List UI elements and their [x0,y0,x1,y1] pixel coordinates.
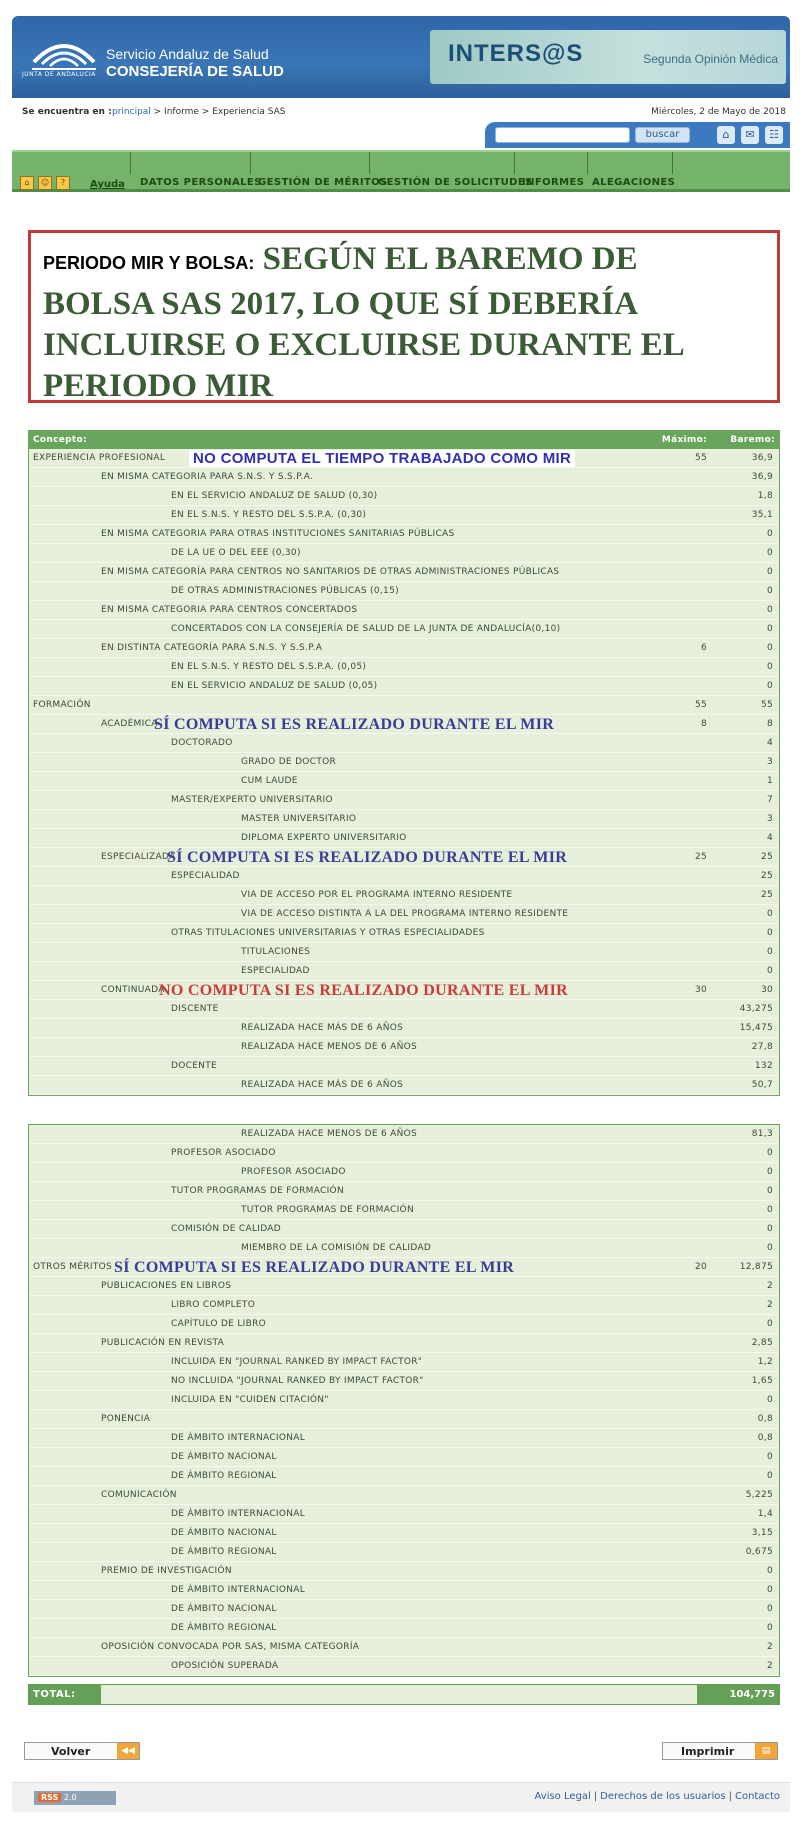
concept-label: NO INCLUIDA "JOURNAL RANKED BY IMPACT FACTOR" [171,1376,424,1386]
concept-label: DE ÁMBITO NACIONAL [171,1604,277,1614]
concept-label: DISCENTE [171,1004,219,1014]
rss-badge[interactable]: RSS 2.0 [34,1791,116,1805]
concept-label: REALIZADA HACE MENOS DE 6 AÑOS [241,1042,418,1052]
table-row [29,1505,779,1524]
table-row [29,1315,779,1334]
baremo-value: 0 [766,928,773,938]
concept-label: MASTER/EXPERTO UNIVERSITARIO [171,795,333,805]
annotation-title-box [28,230,780,403]
baremo-value: 4 [766,738,773,748]
baremo-value: 1,2 [757,1357,773,1367]
baremo-value: 3 [766,814,773,824]
baremo-value: 132 [754,1061,773,1071]
table-row [29,810,779,829]
max-value: 8 [700,719,707,729]
help-nav-icon[interactable]: ? [56,176,70,190]
max-value: 55 [694,700,707,710]
table-row [29,1353,779,1372]
table-row [29,1125,779,1144]
baremo-value: 81,3 [751,1129,773,1139]
baremo-value: 36,9 [751,472,773,482]
baremo-value: 0 [766,662,773,672]
concept-label: LIBRO COMPLETO [171,1300,256,1310]
breadcrumb-rest: > Informe > Experiencia SAS [150,107,286,117]
baremo-value: 0 [766,1471,773,1481]
concept-label: PUBLICACIONES EN LIBROS [101,1281,232,1291]
legal-link[interactable]: Aviso Legal [534,1791,591,1802]
baremo-value: 25 [760,890,773,900]
table-row [29,1410,779,1429]
concept-label: DE OTRAS ADMINISTRACIONES PÚBLICAS (0,15) [171,586,399,596]
table-row [29,1562,779,1581]
max-value: 25 [694,852,707,862]
sitemap-icon[interactable]: ☷ [765,126,783,144]
annotation-line-1: PERIODO MIR Y BOLSA: SEGÚN EL BAREMO DE [43,241,638,277]
merits-table-part-1 [28,430,780,1096]
merits-table-part-2 [28,1124,780,1677]
concept-label: DE ÁMBITO REGIONAL [171,1623,277,1633]
mail-icon[interactable]: ✉ [741,126,759,144]
concept-label: CONTINUADA [101,985,165,995]
concept-label: DE ÁMBITO NACIONAL [171,1452,277,1462]
footer-links: Aviso Legal | Derechos de los usuarios | Contacto [534,1791,780,1802]
table-row [29,753,779,772]
concept-label: EN MISMA CATEGORÍA PARA CENTROS NO SANITARIOS DE OTRAS ADMINISTRACIONES PÚBLICAS [101,567,560,577]
table-row [29,1486,779,1505]
nav-item-gestion-meritos[interactable]: GESTIÓN DE MÉRITOS [258,177,388,188]
baremo-value: 0,675 [745,1547,773,1557]
baremo-value: 0 [766,624,773,634]
concept-label: OTRAS TITULACIONES UNIVERSITARIAS Y OTRAS ESPECIALIDADES [171,928,485,938]
baremo-value: 0 [766,1243,773,1253]
concept-label: TUTOR PROGRAMAS DE FORMACIÓN [241,1205,414,1215]
baremo-value: 0 [766,567,773,577]
baremo-value: 0 [766,1566,773,1576]
concept-label: MIEMBRO DE LA COMISIÓN DE CALIDAD [241,1243,432,1253]
table-row [29,1277,779,1296]
concept-label: DIPLOMA EXPERTO UNIVERSITARIO [241,833,407,843]
concept-label: OPOSICIÓN CONVOCADA POR SAS, MISMA CATEGORÍA [101,1642,360,1652]
home-nav-icon[interactable]: ⌂ [20,176,34,190]
table-row [29,1657,779,1676]
concept-label: INCLUIDA EN "JOURNAL RANKED BY IMPACT FACTOR" [171,1357,423,1367]
concept-label: REALIZADA HACE MENOS DE 6 AÑOS [241,1129,418,1139]
concept-label: PROFESOR ASOCIADO [171,1148,276,1158]
table-row [29,1220,779,1239]
table-row [29,677,779,696]
baremo-value: 0 [766,1167,773,1177]
search-input[interactable] [495,127,630,143]
table-row [29,544,779,563]
breadcrumb-label: Se encuentra en : [22,107,112,117]
table-row [29,962,779,981]
concept-label: DOCTORADO [171,738,233,748]
concept-label: REALIZADA HACE MÁS DE 6 AÑOS [241,1023,404,1033]
app-name: INTERS@S [448,40,584,67]
table-row [29,1201,779,1220]
total-label: TOTAL: [29,1685,101,1704]
concept-label: INCLUIDA EN "CUIDEN CITACIÓN" [171,1395,329,1405]
main-navigation [12,150,790,192]
annotation-small: PERIODO MIR Y BOLSA: [43,253,255,273]
table-row [29,772,779,791]
table-row [29,1000,779,1019]
baremo-value: 1 [766,776,773,786]
baremo-value: 0 [766,1395,773,1405]
concept-label: REALIZADA HACE MÁS DE 6 AÑOS [241,1080,404,1090]
concept-label: GRADO DE DOCTOR [241,757,337,767]
site-header [12,16,790,98]
col-concepto: Concepto: [33,435,87,445]
table-row [29,1019,779,1038]
note-especializada: SÍ COMPUTA SI ES REALIZADO DURANTE EL MIR [167,849,568,866]
baremo-value: 55 [760,700,773,710]
concept-label: OPOSICIÓN SUPERADA [171,1661,279,1671]
concept-label: OTROS MÉRITOS [33,1262,113,1272]
note-experiencia: NO COMPUTA EL TIEMPO TRABAJADO COMO MIR [189,450,575,467]
table-row [29,525,779,544]
concept-label: DE ÁMBITO NACIONAL [171,1528,277,1538]
back-label: Volver [51,1745,91,1758]
table-row [29,1638,779,1657]
org-line-2: CONSEJERÍA DE SALUD [106,63,284,80]
baremo-value: 0 [766,1186,773,1196]
concept-label: ESPECIALIDAD [241,966,310,976]
total-value: 104,775 [697,1685,779,1704]
organization-name [106,46,284,80]
table-row [29,1543,779,1562]
intersas-banner[interactable] [430,30,786,84]
table-row [29,848,779,867]
baremo-value: 1,65 [751,1376,773,1386]
print-button[interactable] [662,1742,778,1760]
table-row [29,1619,779,1638]
baremo-value: 0 [766,1623,773,1633]
concept-label: ACADÉMICA [101,719,158,729]
baremo-value: 25 [760,852,773,862]
table-row [29,943,779,962]
table-row [29,981,779,1000]
concept-label: PUBLICACIÓN EN REVISTA [101,1338,225,1348]
baremo-value: 8 [766,719,773,729]
concept-label: DE ÁMBITO INTERNACIONAL [171,1433,306,1443]
nav-help-link[interactable]: Ayuda [90,179,125,190]
concept-label: MASTER UNIVERSITARIO [241,814,357,824]
table-row [29,1038,779,1057]
baremo-value: 27,8 [751,1042,773,1052]
baremo-value: 15,475 [739,1023,773,1033]
baremo-value: 2 [766,1661,773,1671]
footer [12,1782,790,1812]
baremo-value: 1,4 [757,1509,773,1519]
concept-label: DE ÁMBITO REGIONAL [171,1547,277,1557]
baremo-value: 50,7 [751,1080,773,1090]
table-row [29,1334,779,1353]
table-row [29,563,779,582]
concept-label: PREMIO DE INVESTIGACIÓN [101,1566,232,1576]
breadcrumb-trail [112,107,285,117]
note-otros-meritos: SÍ COMPUTA SI ES REALIZADO DURANTE EL MIR [114,1259,515,1276]
annotation-line-2: BOLSA SAS 2017, LO QUE SÍ DEBERÍA [43,286,639,322]
table-header [29,431,779,449]
baremo-value: 1,8 [757,491,773,501]
baremo-value: 0 [766,1604,773,1614]
baremo-value: 7 [766,795,773,805]
max-value: 30 [694,985,707,995]
concept-label: DE ÁMBITO REGIONAL [171,1471,277,1481]
table-row [29,829,779,848]
concept-label: CONCERTADOS CON LA CONSEJERÍA DE SALUD DE LA JUNTA DE ANDALUCÍA(0,10) [171,624,561,634]
nav-item-datos-personales[interactable]: DATOS PERSONALES [140,177,262,188]
table-row [29,734,779,753]
concept-label: ESPECIALIZADA [101,852,176,862]
col-maximo: Máximo: [661,435,707,445]
junta-logo-icon[interactable] [22,26,106,90]
table-row [29,1076,779,1095]
table-row [29,791,779,810]
concept-label: VIA DE ACCESO DISTINTA A LA DEL PROGRAMA INTERNO RESIDENTE [241,909,569,919]
concept-label: TUTOR PROGRAMAS DE FORMACIÓN [171,1186,344,1196]
table-row [29,924,779,943]
table-row [29,1258,779,1277]
baremo-value: 0 [766,586,773,596]
baremo-value: 0,8 [757,1433,773,1443]
print-label: Imprimir [681,1745,735,1758]
table-row [29,1057,779,1076]
table-row [29,1600,779,1619]
concept-label: EN DISTINTA CATEGORÍA PARA S.N.S. Y S.S.P.A [101,643,323,653]
table-row [29,1391,779,1410]
max-value: 20 [694,1262,707,1272]
baremo-value: 0,8 [757,1414,773,1424]
table-row [29,1581,779,1600]
concept-label: COMUNICACIÓN [101,1490,177,1500]
annotation-line-4: PERIODO MIR [43,368,274,404]
baremo-value: 3 [766,757,773,767]
baremo-value: 0 [766,1452,773,1462]
baremo-value: 4 [766,833,773,843]
concept-label: FORMACIÓN [33,700,91,710]
table-row [29,1372,779,1391]
max-value: 55 [694,453,707,463]
table-row [29,620,779,639]
table-row [29,886,779,905]
table-row [29,506,779,525]
baremo-value: 25 [760,871,773,881]
total-row [28,1684,780,1705]
back-button[interactable] [24,1742,140,1760]
app-subtitle: Segunda Opinión Médica [643,52,778,66]
printer-icon: ▤ [755,1743,777,1759]
org-line-1: Servicio Andaluz de Salud [106,46,269,62]
concept-label: EN MISMA CATEGORIA PARA CENTROS CONCERTADOS [101,605,358,615]
table-row [29,1239,779,1258]
table-row [29,1467,779,1486]
baremo-value: 0 [766,548,773,558]
concept-label: EN EL SERVICIO ANDALUZ DE SALUD (0,05) [171,681,378,691]
search-button[interactable]: buscar [635,127,690,143]
nav-item-informes[interactable]: INFORMES [522,177,585,188]
concept-label: DE ÁMBITO INTERNACIONAL [171,1585,306,1595]
note-academica: SÍ COMPUTA SI ES REALIZADO DURANTE EL MIR [154,716,555,733]
table-row [29,639,779,658]
table-row [29,1524,779,1543]
baremo-value: 3,15 [751,1528,773,1538]
table-row [29,658,779,677]
table-row [29,696,779,715]
table-row [29,1163,779,1182]
concept-label: EN EL S.N.S. Y RESTO DEL S.S.P.A. (0,05) [171,662,367,672]
baremo-value: 43,275 [739,1004,773,1014]
nav-item-gestion-solicitudes[interactable]: GESTIÓN DE SOLICITUDES [378,177,533,188]
nav-item-alegaciones[interactable]: ALEGACIONES [592,177,676,188]
baremo-value: 0 [766,529,773,539]
concept-label: VIA DE ACCESO POR EL PROGRAMA INTERNO RESIDENTE [241,890,513,900]
baremo-value: 5,225 [745,1490,773,1500]
current-date: Miércoles, 2 de Mayo de 2018 [651,107,786,117]
table-row [29,487,779,506]
max-value: 6 [700,643,707,653]
baremo-value: 0 [766,947,773,957]
concept-label: DOCENTE [171,1061,218,1071]
baremo-value: 12,875 [739,1262,773,1272]
breadcrumb-home-link[interactable]: principal [112,107,151,117]
annotation-line-3: INCLUIRSE O EXCLUIRSE DURANTE EL [43,327,685,363]
table-row [29,715,779,734]
table-row [29,582,779,601]
concept-label: DE ÁMBITO INTERNACIONAL [171,1509,306,1519]
home-icon[interactable]: ⌂ [717,126,735,144]
baremo-value: 0 [766,909,773,919]
table-row [29,1448,779,1467]
concept-label: EXPERIENCIA PROFESIONAL [33,453,166,463]
concept-label: EN EL S.N.S. Y RESTO DEL S.S.P.A. (0,30) [171,510,367,520]
baremo-value: 2 [766,1281,773,1291]
note-continuada: NO COMPUTA SI ES REALIZADO DURANTE EL MIR [159,982,568,999]
concept-label: DE LA UE O DEL EEE (0,30) [171,548,301,558]
concept-label: CUM LAUDE [241,776,298,786]
rights-link[interactable]: Derechos de los usuarios [600,1791,726,1802]
baremo-value: 30 [760,985,773,995]
table-row [29,1429,779,1448]
contact-link[interactable]: Contacto [734,1791,780,1802]
logo-text: JUNTA DE ANDALUCIA [22,71,96,78]
concept-label: CAPÍTULO DE LIBRO [171,1319,267,1329]
baremo-value: 0 [766,1148,773,1158]
baremo-value: 36,9 [751,453,773,463]
baremo-value: 0 [766,1585,773,1595]
baremo-value: 0 [766,681,773,691]
search-bar [485,122,790,148]
concept-label: ESPECIALIDAD [171,871,240,881]
baremo-value: 0 [766,1205,773,1215]
concept-label: EN EL SERVICIO ANDALUZ DE SALUD (0,30) [171,491,378,501]
baremo-value: 0 [766,1224,773,1234]
baremo-value: 2,85 [751,1338,773,1348]
user-nav-icon[interactable]: ☺ [38,176,52,190]
baremo-value: 0 [766,643,773,653]
concept-label: EN MISMA CATEGORIA PARA S.N.S. Y S.S.P.A. [101,472,314,482]
concept-label: TITULACIONES [241,947,311,957]
table-row [29,905,779,924]
concept-label: COMISIÓN DE CALIDAD [171,1224,281,1234]
baremo-value: 0 [766,1319,773,1329]
baremo-value: 2 [766,1300,773,1310]
table-row [29,449,779,468]
table-row [29,468,779,487]
table-row [29,601,779,620]
baremo-value: 0 [766,605,773,615]
table-row [29,1182,779,1201]
table-row [29,1296,779,1315]
baremo-value: 2 [766,1642,773,1652]
rewind-icon: ◀◀ [117,1743,139,1759]
table-row [29,867,779,886]
concept-label: EN MISMA CATEGORIA PARA OTRAS INSTITUCIONES SANITARIAS PÚBLICAS [101,529,455,539]
baremo-value: 0 [766,966,773,976]
baremo-value: 35,1 [751,510,773,520]
table-row [29,1144,779,1163]
concept-label: PROFESOR ASOCIADO [241,1167,346,1177]
concept-label: PONENCIA [101,1414,151,1424]
col-baremo: Baremo: [730,435,775,445]
